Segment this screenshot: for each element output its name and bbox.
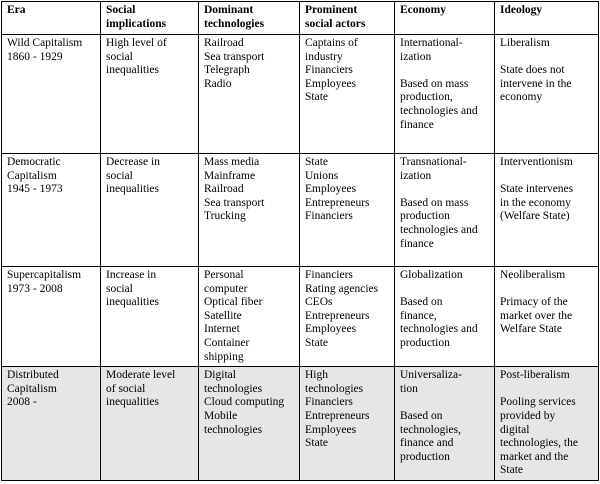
cell-line: Cloud computing <box>204 396 285 409</box>
cell-line: Increase in <box>106 269 157 281</box>
cell-line: inequalities <box>106 64 160 77</box>
cell-line: Employees <box>305 423 357 436</box>
table-row <box>2 35 599 154</box>
dominant-technologies-cell <box>199 154 300 267</box>
cell-line: Financiers <box>305 269 353 281</box>
cell-line: Post-liberalism <box>500 369 570 382</box>
cell-line: market and the <box>500 450 569 463</box>
cell-line: market over the <box>500 309 573 322</box>
social-actors-cell <box>300 367 395 481</box>
economy-cell <box>395 267 495 367</box>
ideology-cell <box>495 267 599 367</box>
cell-line: Entrepreneurs <box>305 309 370 322</box>
paragraph-gap <box>500 383 593 397</box>
cell-line: Digital <box>204 369 236 382</box>
cell-line: production <box>400 336 450 349</box>
cell-line: Based on mass <box>400 196 469 209</box>
cell-line: International- <box>400 37 463 49</box>
paragraph-gap <box>500 51 593 65</box>
economy-cell <box>395 35 495 154</box>
dominant-technologies-cell <box>199 267 300 367</box>
cell-line: Mobile <box>204 409 238 422</box>
header-ideology <box>495 2 599 35</box>
cell-line: High level of <box>106 37 167 49</box>
cell-line: technologies and <box>400 223 478 236</box>
social-actors-cell <box>300 267 395 367</box>
cell-line: Trucking <box>204 210 246 223</box>
cell-line: Transnational- <box>400 156 467 168</box>
cell-line: (Welfare State) <box>500 210 570 223</box>
cell-line: Based on mass <box>400 77 469 90</box>
paragraph-gap <box>400 283 489 297</box>
header-row <box>2 2 599 35</box>
dominant-technologies-cell <box>199 35 300 154</box>
cell-line: CEOs <box>305 296 333 309</box>
cell-line: State intervenes <box>500 183 574 196</box>
cell-line: Telegraph <box>204 64 250 77</box>
cell-line: Supercapitalism <box>7 269 82 281</box>
cell-line: Universaliza- <box>400 369 462 382</box>
table-row <box>2 367 599 481</box>
paragraph-gap <box>400 396 489 410</box>
era-cell <box>2 154 101 267</box>
dominant-technologies-cell <box>199 367 300 481</box>
cell-line: technologies <box>305 382 364 395</box>
cell-line: State <box>305 336 328 349</box>
economy-cell <box>395 154 495 267</box>
cell-line: technologies and <box>400 323 478 336</box>
cell-line: inequalities <box>106 296 160 309</box>
header-line: Dominant <box>204 4 254 16</box>
cell-line: industry <box>305 50 343 63</box>
cell-line: technologies, <box>400 423 461 436</box>
header-economy <box>395 2 495 35</box>
cell-line: technologies and <box>400 104 478 117</box>
cell-line: finance and <box>400 437 454 450</box>
social-actors-cell <box>300 35 395 154</box>
cell-line: 1945 - 1973 <box>7 183 63 196</box>
table-body <box>2 35 599 481</box>
cell-line: ization <box>400 50 432 63</box>
header-line: Era <box>7 4 26 16</box>
cell-line: Moderate level <box>106 369 176 382</box>
paragraph-gap <box>400 183 489 197</box>
cell-line: Pooling services <box>500 396 576 409</box>
cell-line: Neoliberalism <box>500 269 566 281</box>
social-implications-cell <box>101 35 199 154</box>
cell-line: 1973 - 2008 <box>7 282 63 295</box>
header-dominant-technologies <box>199 2 300 35</box>
cell-line: Based on <box>400 296 443 309</box>
cell-line: Employees <box>305 183 357 196</box>
header-line: technologies <box>204 17 265 30</box>
cell-line: 2008 - <box>7 396 37 409</box>
cell-line: inequalities <box>106 183 160 196</box>
cell-line: State <box>305 91 328 104</box>
header-line: Social <box>106 4 136 16</box>
cell-line: inequalities <box>106 396 160 409</box>
cell-line: economy <box>500 91 543 104</box>
cell-line: finance, <box>400 309 437 322</box>
header-line: Economy <box>400 4 446 16</box>
cell-line: State <box>305 156 328 168</box>
header-era <box>2 2 101 35</box>
cell-line: production <box>400 210 450 223</box>
cell-line: Distributed <box>7 369 59 382</box>
cell-line: Capitalism <box>7 169 57 182</box>
cell-line: Decrease in <box>106 156 160 168</box>
cell-line: intervene in the <box>500 77 572 90</box>
capitalism-eras-table <box>1 1 599 481</box>
header-line: Ideology <box>500 4 543 16</box>
cell-line: Capitalism <box>7 382 57 395</box>
cell-line: Financiers <box>305 64 353 77</box>
cell-line: Internet <box>204 323 240 336</box>
cell-line: technologies, the <box>500 437 578 450</box>
ideology-cell <box>495 35 599 154</box>
paragraph-gap <box>400 64 489 78</box>
cell-line: social <box>106 282 133 295</box>
cell-line: technologies <box>204 423 263 436</box>
cell-line: Interventionism <box>500 156 573 168</box>
header-social-implications <box>101 2 199 35</box>
era-cell <box>2 35 101 154</box>
economy-cell <box>395 367 495 481</box>
cell-line: Mainframe <box>204 169 256 182</box>
cell-line: Railroad <box>204 183 244 196</box>
cell-line: Welfare State <box>500 323 562 336</box>
cell-line: provided by <box>500 409 556 422</box>
cell-line: social <box>106 50 133 63</box>
cell-line: Employees <box>305 323 357 336</box>
cell-line: technologies <box>204 382 263 395</box>
cell-line: finance <box>400 118 434 131</box>
cell-line: Based on <box>400 409 443 422</box>
cell-line: Globalization <box>400 269 463 281</box>
cell-line: Optical fiber <box>204 296 263 309</box>
header-line: implications <box>106 17 167 30</box>
cell-line: Entrepreneurs <box>305 409 370 422</box>
cell-line: Primacy of the <box>500 296 568 309</box>
cell-line: Financiers <box>305 396 353 409</box>
cell-line: Personal <box>204 269 244 281</box>
cell-line: digital <box>500 423 530 436</box>
cell-line: production, <box>400 91 453 104</box>
cell-line: Entrepreneurs <box>305 196 370 209</box>
cell-line: Liberalism <box>500 37 550 49</box>
header-line: social actors <box>305 17 366 30</box>
paragraph-gap <box>500 283 593 297</box>
cell-line: shipping <box>204 350 244 363</box>
social-actors-cell <box>300 154 395 267</box>
cell-line: production <box>400 450 450 463</box>
cell-line: Sea transport <box>204 50 265 63</box>
paragraph-gap <box>500 170 593 184</box>
cell-line: tion <box>400 382 418 395</box>
cell-line: Sea transport <box>204 196 265 209</box>
ideology-cell <box>495 367 599 481</box>
cell-line: finance <box>400 237 434 250</box>
cell-line: of social <box>106 382 146 395</box>
table-row <box>2 267 599 367</box>
table-row <box>2 154 599 267</box>
cell-line: High <box>305 369 328 382</box>
cell-line: Wild Capitalism <box>7 37 83 49</box>
cell-line: Mass media <box>204 156 260 168</box>
cell-line: Rating agencies <box>305 282 379 295</box>
cell-line: State <box>305 437 328 450</box>
cell-line: State <box>500 464 523 477</box>
cell-line: State does not <box>500 64 565 77</box>
era-cell <box>2 367 101 481</box>
era-cell <box>2 267 101 367</box>
cell-line: Container <box>204 336 250 349</box>
cell-line: Employees <box>305 77 357 90</box>
cell-line: Railroad <box>204 37 244 49</box>
cell-line: 1860 - 1929 <box>7 50 63 63</box>
social-implications-cell <box>101 367 199 481</box>
social-implications-cell <box>101 267 199 367</box>
cell-line: Democratic <box>7 156 61 168</box>
cell-line: Satellite <box>204 309 242 322</box>
header-line: Prominent <box>305 4 358 16</box>
ideology-cell <box>495 154 599 267</box>
cell-line: in the economy <box>500 196 571 209</box>
cell-line: Financiers <box>305 210 353 223</box>
cell-line: Captains of <box>305 37 358 49</box>
cell-line: ization <box>400 169 432 182</box>
header-prominent-social-actors <box>300 2 395 35</box>
cell-line: computer <box>204 282 248 295</box>
cell-line: Unions <box>305 169 339 182</box>
cell-line: social <box>106 169 133 182</box>
social-implications-cell <box>101 154 199 267</box>
cell-line: Radio <box>204 77 232 90</box>
